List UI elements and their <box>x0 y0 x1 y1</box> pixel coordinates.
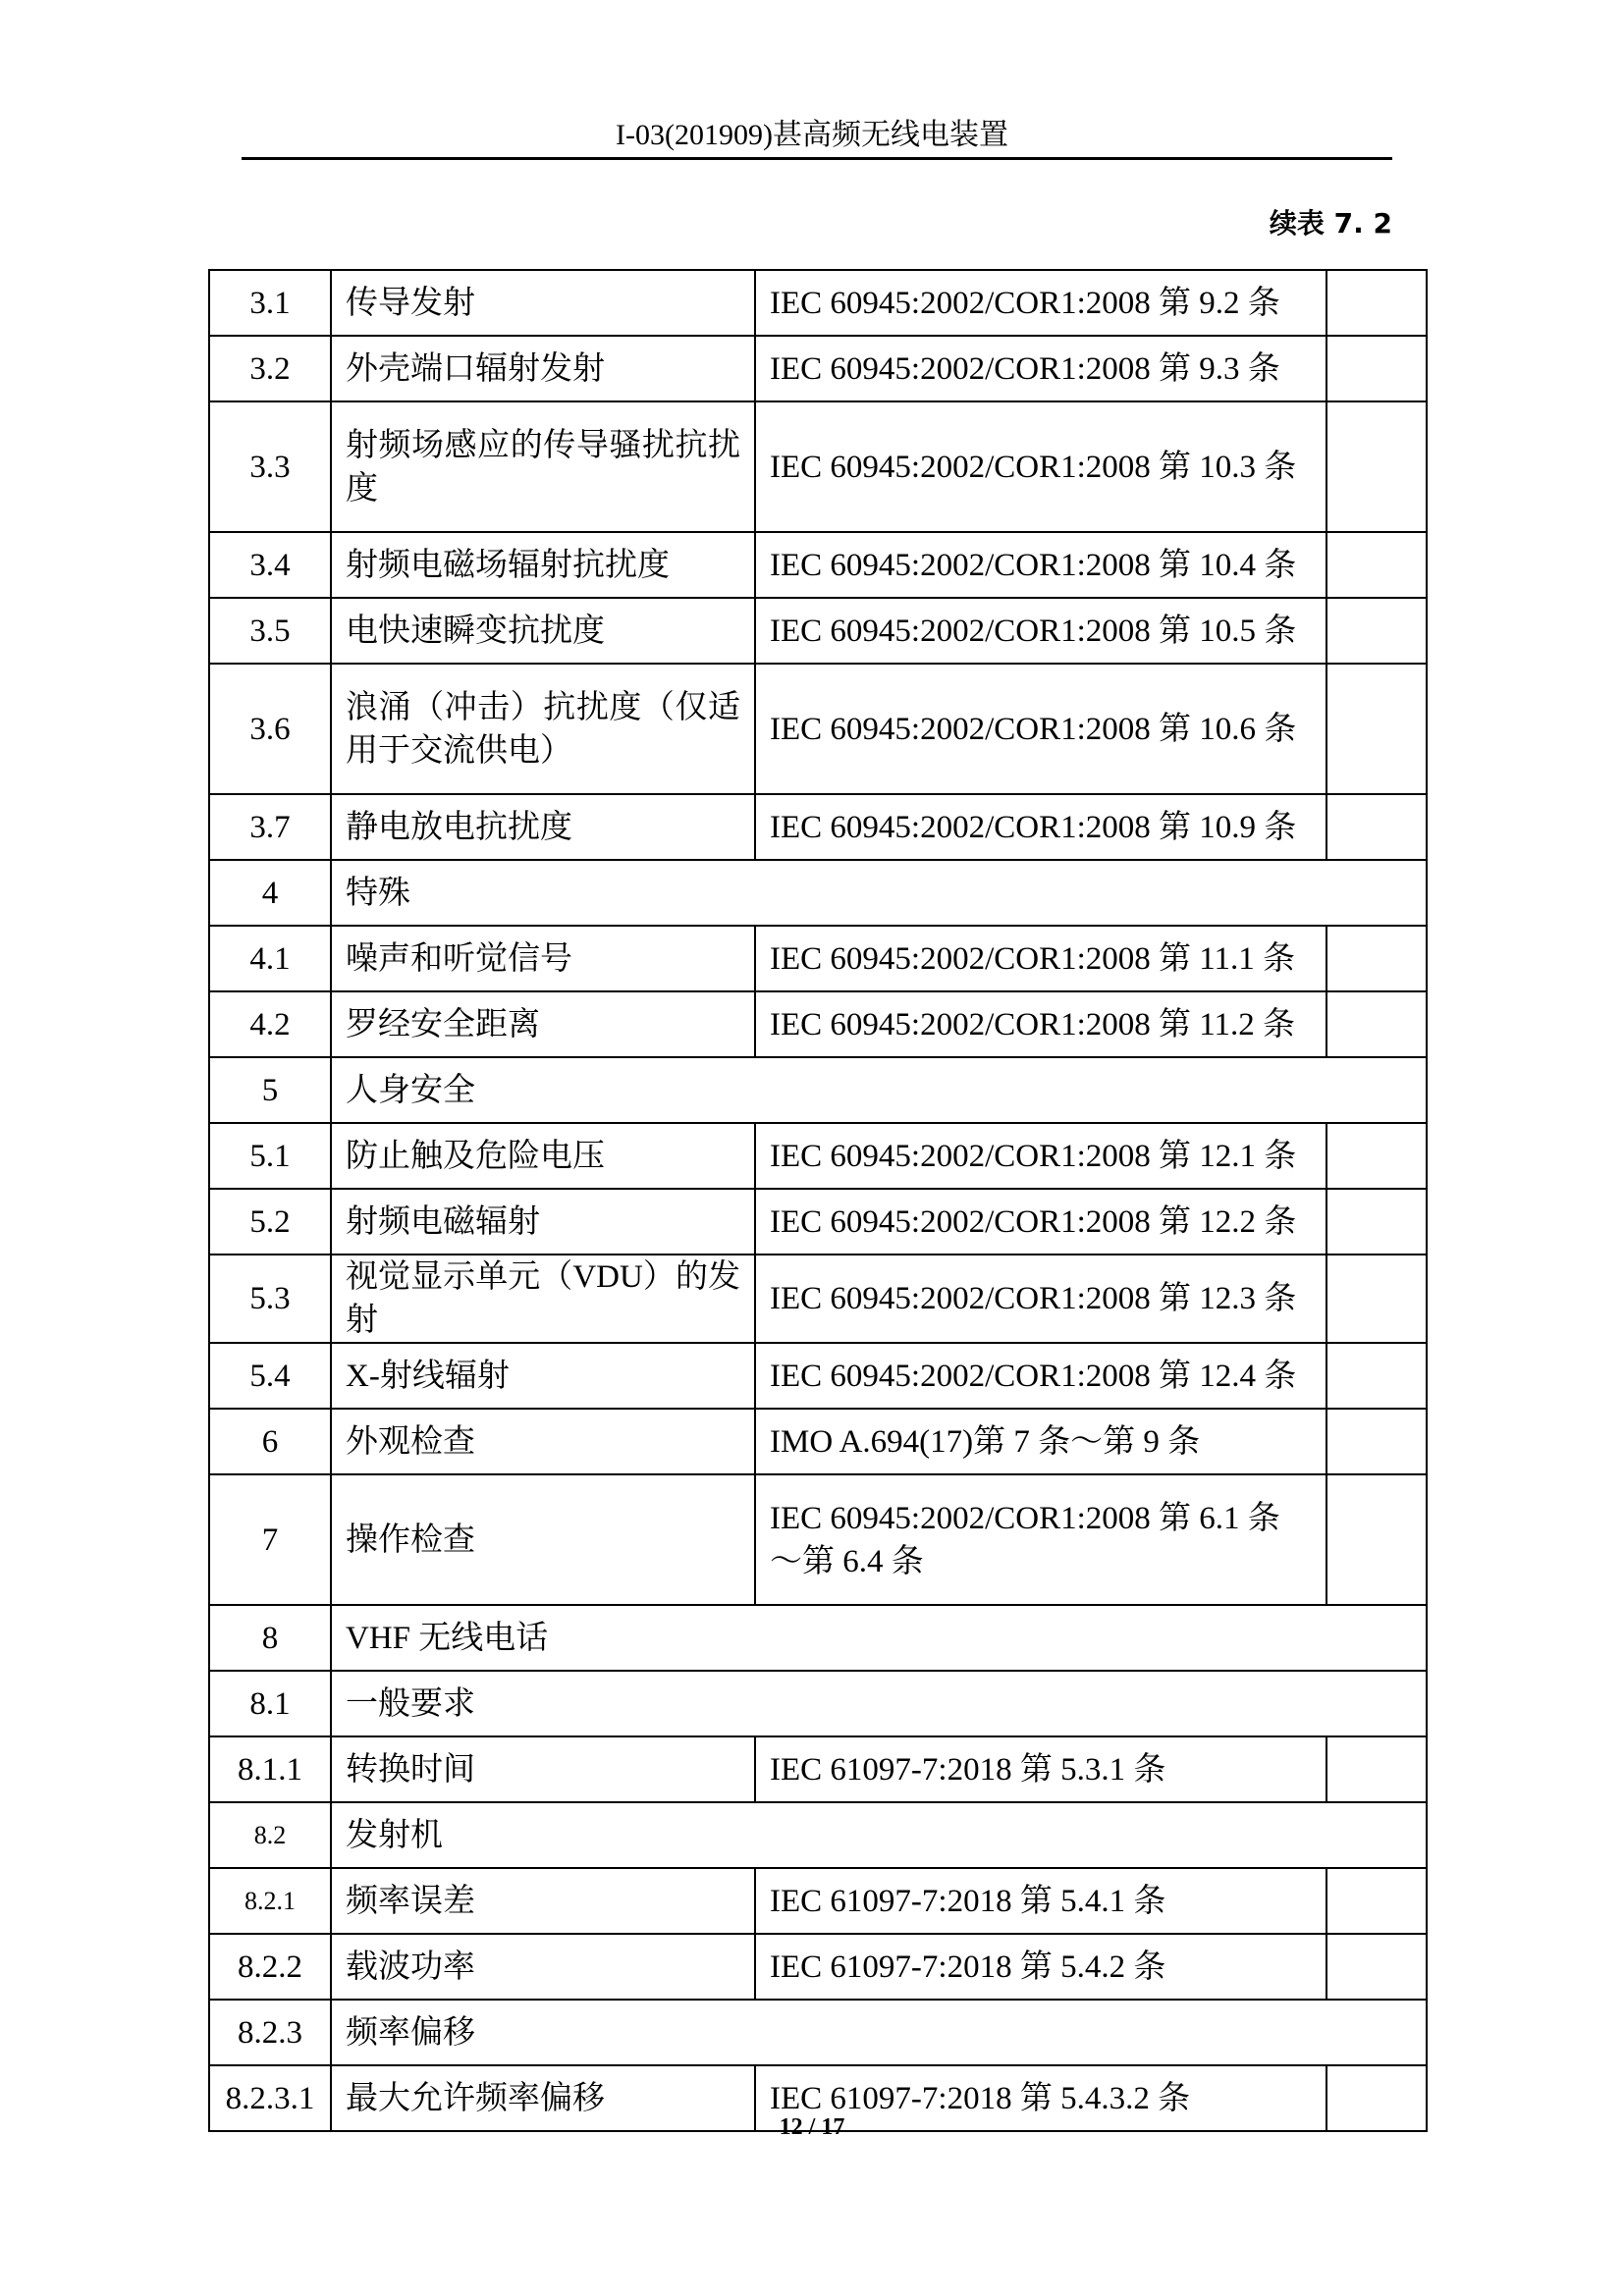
row-number: 8 <box>209 1605 331 1671</box>
row-standard: IEC 60945:2002/COR1:2008 第 12.4 条 <box>755 1343 1326 1409</box>
row-number: 4 <box>209 860 331 926</box>
table-section-row <box>209 1671 1427 1736</box>
row-remark-cell <box>1326 1189 1427 1255</box>
row-remark-cell <box>1326 270 1427 336</box>
table-row <box>209 1474 1427 1605</box>
row-item: 操作检查 <box>331 1474 755 1605</box>
table-section-row <box>209 1057 1427 1123</box>
row-item: 外壳端口辐射发射 <box>331 336 755 401</box>
row-item: 频率误差 <box>331 1868 755 1934</box>
row-standard: IEC 60945:2002/COR1:2008 第 9.3 条 <box>755 336 1326 401</box>
row-remark-cell <box>1326 336 1427 401</box>
row-standard: IEC 60945:2002/COR1:2008 第 10.9 条 <box>755 794 1326 860</box>
row-number: 8.2.3.1 <box>209 2065 331 2131</box>
section-title: 发射机 <box>331 1802 1427 1868</box>
table-row <box>209 794 1427 860</box>
row-number: 8.2.1 <box>209 1868 331 1934</box>
table-row <box>209 664 1427 794</box>
row-number: 8.2.2 <box>209 1934 331 2000</box>
row-remark-cell <box>1326 1868 1427 1934</box>
row-item: 传导发射 <box>331 270 755 336</box>
table-row <box>209 1343 1427 1409</box>
row-number: 8.1.1 <box>209 1736 331 1802</box>
row-standard: IEC 60945:2002/COR1:2008 第 12.1 条 <box>755 1123 1326 1189</box>
row-item: 最大允许频率偏移 <box>331 2065 755 2131</box>
page-number: 12 / 17 <box>779 2114 845 2140</box>
table-row <box>209 991 1427 1057</box>
row-number: 3.6 <box>209 664 331 794</box>
row-remark-cell <box>1326 532 1427 598</box>
row-remark-cell <box>1326 598 1427 664</box>
table-row <box>209 1123 1427 1189</box>
section-title: VHF 无线电话 <box>331 1605 1427 1671</box>
row-number: 3.2 <box>209 336 331 401</box>
table-row <box>209 1255 1427 1343</box>
row-item: 视觉显示单元（VDU）的发射 <box>331 1255 755 1343</box>
row-standard: IEC 60945:2002/COR1:2008 第 9.2 条 <box>755 270 1326 336</box>
table-row <box>209 1736 1427 1802</box>
row-item: 外观检查 <box>331 1409 755 1474</box>
section-title: 频率偏移 <box>331 2000 1427 2065</box>
row-standard: IEC 61097-7:2018 第 5.3.1 条 <box>755 1736 1326 1802</box>
row-item: 噪声和听觉信号 <box>331 926 755 991</box>
row-number: 4.2 <box>209 991 331 1057</box>
row-item: X-射线辐射 <box>331 1343 755 1409</box>
table-section-row <box>209 1605 1427 1671</box>
row-standard: IEC 60945:2002/COR1:2008 第 12.3 条 <box>755 1255 1326 1343</box>
row-item: 静电放电抗扰度 <box>331 794 755 860</box>
row-item: 射频场感应的传导骚扰抗扰度 <box>331 401 755 532</box>
row-number: 5.2 <box>209 1189 331 1255</box>
row-standard: IEC 60945:2002/COR1:2008 第 12.2 条 <box>755 1189 1326 1255</box>
header-divider <box>242 157 1392 160</box>
document-header-title: I-03(201909)甚高频无线电装置 <box>616 119 1008 151</box>
row-standard: IEC 60945:2002/COR1:2008 第 11.1 条 <box>755 926 1326 991</box>
row-remark-cell <box>1326 1474 1427 1605</box>
row-number: 7 <box>209 1474 331 1605</box>
row-standard: IEC 60945:2002/COR1:2008 第 10.4 条 <box>755 532 1326 598</box>
table-row <box>209 926 1427 991</box>
row-item: 转换时间 <box>331 1736 755 1802</box>
row-number: 5.1 <box>209 1123 331 1189</box>
row-item: 防止触及危险电压 <box>331 1123 755 1189</box>
row-item: 载波功率 <box>331 1934 755 2000</box>
row-item: 罗经安全距离 <box>331 991 755 1057</box>
table-row <box>209 1934 1427 2000</box>
table-row <box>209 532 1427 598</box>
row-standard: IEC 61097-7:2018 第 5.4.1 条 <box>755 1868 1326 1934</box>
row-number: 5.3 <box>209 1255 331 1343</box>
section-title: 人身安全 <box>331 1057 1427 1123</box>
row-remark-cell <box>1326 1736 1427 1802</box>
row-remark-cell <box>1326 1343 1427 1409</box>
row-standard: IEC 60945:2002/COR1:2008 第 10.5 条 <box>755 598 1326 664</box>
row-remark-cell <box>1326 1255 1427 1343</box>
table-row <box>209 598 1427 664</box>
table-row <box>209 336 1427 401</box>
table-row <box>209 1409 1427 1474</box>
table-section-row <box>209 860 1427 926</box>
row-standard: IEC 60945:2002/COR1:2008 第 10.3 条 <box>755 401 1326 532</box>
row-number: 8.2.3 <box>209 2000 331 2065</box>
row-item: 电快速瞬变抗扰度 <box>331 598 755 664</box>
table-caption: 续表 7. 2 <box>1269 207 1392 240</box>
row-remark-cell <box>1326 926 1427 991</box>
row-standard: IEC 61097-7:2018 第 5.4.2 条 <box>755 1934 1326 2000</box>
row-number: 3.1 <box>209 270 331 336</box>
table-row <box>209 1868 1427 1934</box>
row-number: 4.1 <box>209 926 331 991</box>
table-section-row <box>209 2000 1427 2065</box>
row-item: 射频电磁场辐射抗扰度 <box>331 532 755 598</box>
row-standard: IMO A.694(17)第 7 条～第 9 条 <box>755 1409 1326 1474</box>
row-number: 3.4 <box>209 532 331 598</box>
section-title: 特殊 <box>331 860 1427 926</box>
row-number: 8.2 <box>209 1802 331 1868</box>
row-standard: IEC 61097-7:2018 第 5.4.3.2 条 <box>755 2065 1326 2131</box>
table-section-row <box>209 1802 1427 1868</box>
row-number: 5 <box>209 1057 331 1123</box>
row-standard: IEC 60945:2002/COR1:2008 第 11.2 条 <box>755 991 1326 1057</box>
section-title: 一般要求 <box>331 1671 1427 1736</box>
table-row <box>209 1189 1427 1255</box>
row-item: 浪涌（冲击）抗扰度（仅适用于交流供电） <box>331 664 755 794</box>
row-remark-cell <box>1326 991 1427 1057</box>
row-remark-cell <box>1326 664 1427 794</box>
inspection-items-table <box>208 269 1428 2132</box>
row-remark-cell <box>1326 1409 1427 1474</box>
row-item: 射频电磁辐射 <box>331 1189 755 1255</box>
row-number: 6 <box>209 1409 331 1474</box>
row-number: 8.1 <box>209 1671 331 1736</box>
row-remark-cell <box>1326 1123 1427 1189</box>
row-number: 3.5 <box>209 598 331 664</box>
row-number: 5.4 <box>209 1343 331 1409</box>
row-number: 3.3 <box>209 401 331 532</box>
row-remark-cell <box>1326 1934 1427 2000</box>
row-remark-cell <box>1326 401 1427 532</box>
row-standard: IEC 60945:2002/COR1:2008 第 10.6 条 <box>755 664 1326 794</box>
table-row <box>209 270 1427 336</box>
table-row <box>209 401 1427 532</box>
row-standard: IEC 60945:2002/COR1:2008 第 6.1 条～第 6.4 条 <box>755 1474 1326 1605</box>
row-remark-cell <box>1326 794 1427 860</box>
row-number: 3.7 <box>209 794 331 860</box>
